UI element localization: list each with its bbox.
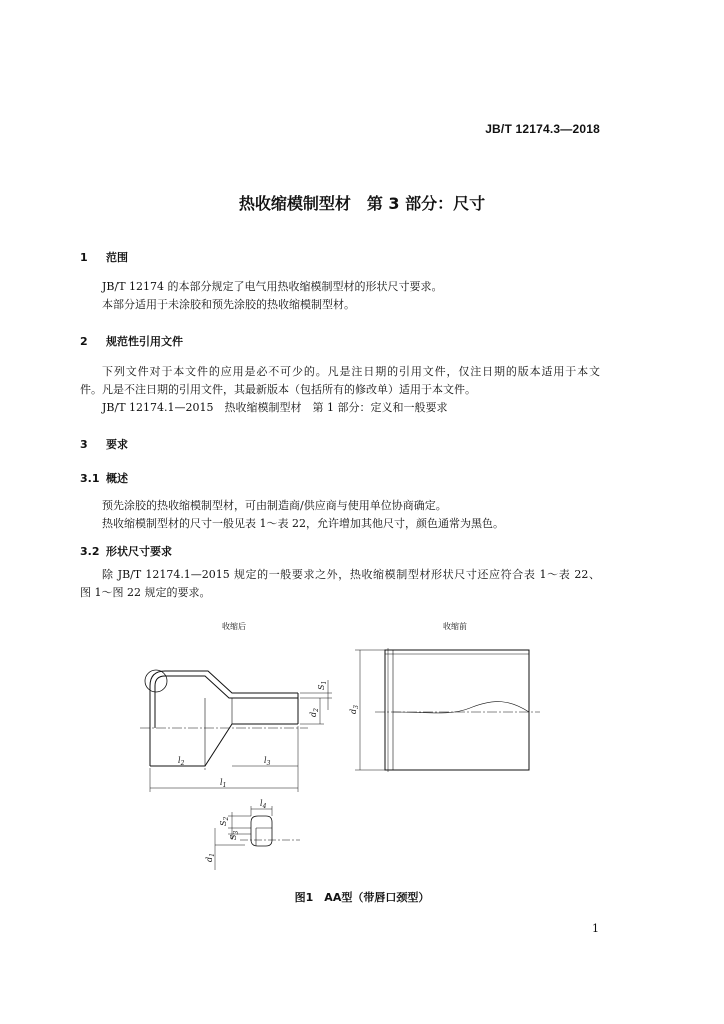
label-before-shrink: 收缩前 bbox=[443, 622, 467, 631]
paragraph: 热收缩模制型材的尺寸一般见表 1～表 22，允许增加其他尺寸，颜色通常为黑色。 bbox=[102, 517, 504, 530]
paragraph: 本部分适用于未涂胶和预先涂胶的热收缩模制型材。 bbox=[102, 298, 355, 311]
dim-l1: $l_1$ bbox=[220, 778, 227, 789]
dim-l3: $l_3$ bbox=[264, 756, 271, 767]
label-after-shrink: 收缩后 bbox=[222, 622, 246, 631]
dim-d1: $d_1$ bbox=[205, 853, 216, 862]
paragraph: 图 1～图 22 规定的要求。 bbox=[80, 586, 211, 599]
section-title: 要求 bbox=[106, 438, 128, 451]
paragraph: 下列文件对于本文件的应用是必不可少的。凡是注日期的引用文件，仅注日期的版本适用于本文 bbox=[102, 365, 600, 378]
paragraph: JB/T 12174 的本部分规定了电气用热收缩模制型材的形状尺寸要求。 bbox=[102, 280, 443, 293]
dim-d2: $d_2$ bbox=[309, 708, 320, 717]
section-number: 3.1 bbox=[80, 472, 100, 485]
dim-s2: $S_2$ bbox=[219, 816, 230, 826]
part-before-shrink bbox=[355, 648, 540, 772]
reference-item: JB/T 12174.1—2015 热收缩模制型材 第 1 部分：定义和一般要求 bbox=[102, 401, 448, 414]
paragraph: 预先涂胶的热收缩模制型材，可由制造商/供应商与使用单位协商确定。 bbox=[102, 499, 447, 512]
section-title: 形状尺寸要求 bbox=[106, 545, 172, 558]
lip-detail bbox=[215, 806, 300, 870]
section-number: 3 bbox=[80, 438, 88, 451]
section-title: 概述 bbox=[106, 472, 128, 485]
dim-d3: $d_3$ bbox=[349, 705, 360, 714]
standard-number: JB/T 12174.3—2018 bbox=[485, 122, 600, 136]
section-title: 范围 bbox=[106, 251, 128, 264]
section-title: 规范性引用文件 bbox=[106, 335, 183, 348]
part-after-shrink bbox=[140, 670, 332, 792]
paragraph: 件。凡是不注日期的引用文件，其最新版本（包括所有的修改单）适用于本文件。 bbox=[80, 383, 476, 396]
dim-l4: $l_4$ bbox=[260, 799, 267, 810]
section-number: 1 bbox=[80, 251, 88, 264]
document-title: 热收缩模制型材 第 3 部分：尺寸 bbox=[238, 194, 486, 213]
dim-s3: $S_3$ bbox=[229, 830, 240, 840]
dim-s1: $S_1$ bbox=[317, 680, 328, 690]
page-number: 1 bbox=[592, 922, 599, 935]
paragraph: 除 JB/T 12174.1—2015 规定的一般要求之外，热收缩模制型材形状尺寸还应符合表 1～表 22、 bbox=[102, 568, 600, 581]
figure-caption: 图1 AA型（带唇口颈型） bbox=[294, 891, 430, 904]
section-number: 3.2 bbox=[80, 545, 100, 558]
section-number: 2 bbox=[80, 335, 88, 348]
dim-l2: $l_2$ bbox=[178, 756, 185, 767]
